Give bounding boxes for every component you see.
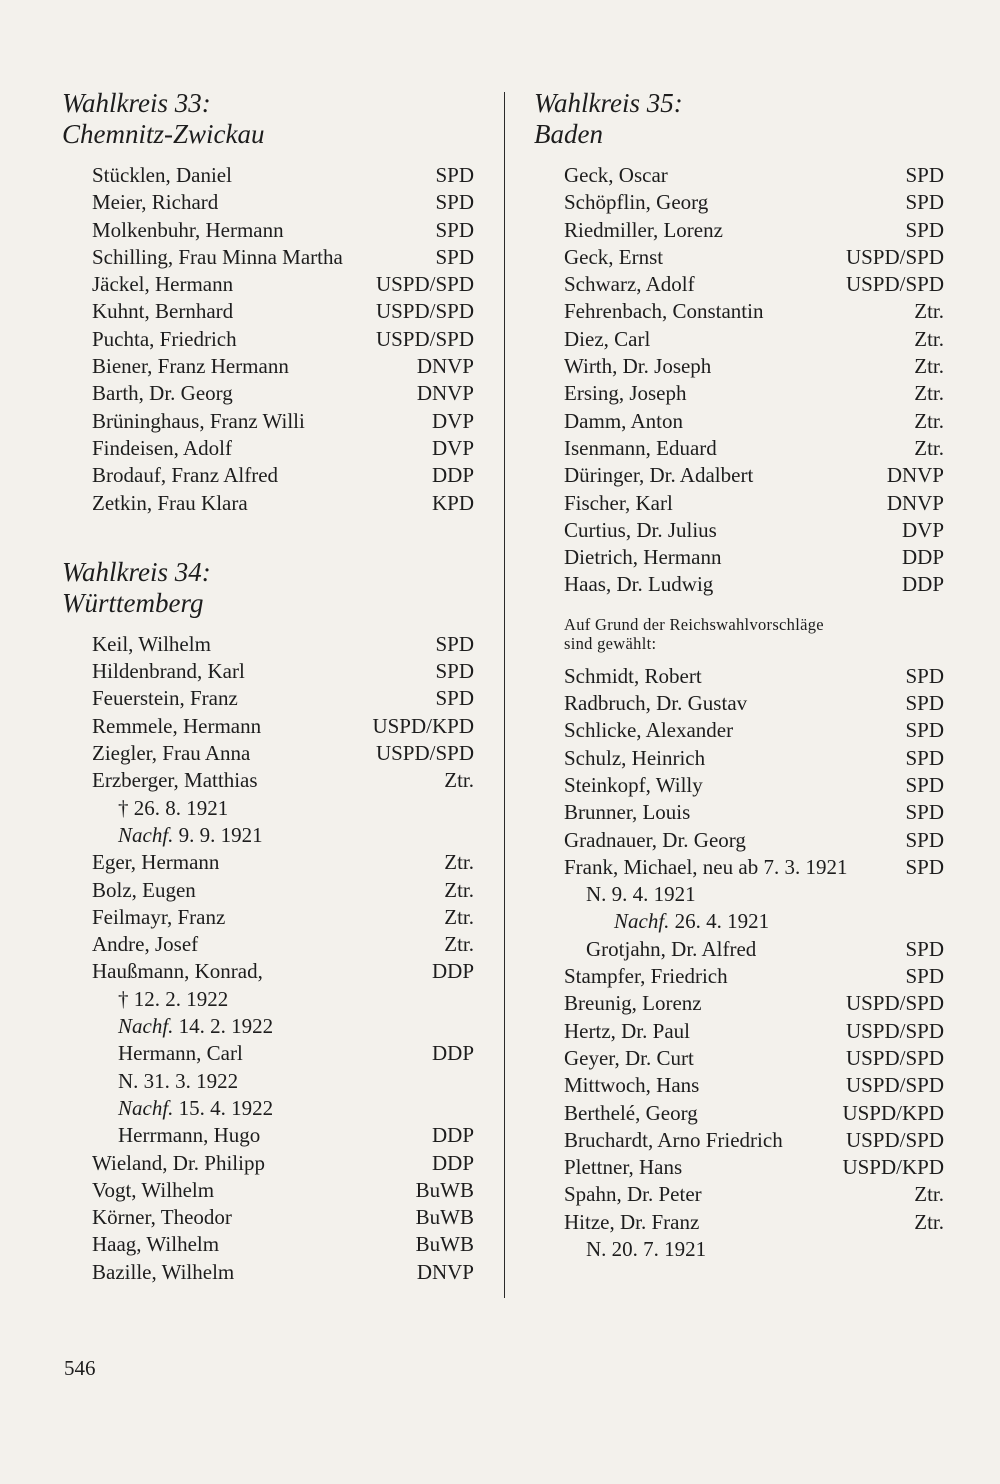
entry-name: Grotjahn, Dr. Alfred	[586, 936, 757, 961]
entry-name: Körner, Theodor	[92, 1205, 232, 1230]
reich-note-line: sind gewählt:	[564, 633, 657, 653]
list-item	[62, 490, 474, 517]
entry-name-rest: 9. 9. 1921	[173, 822, 263, 847]
section-heading: Wahlkreis 35:	[534, 88, 683, 118]
entry-name: Stücklen, Daniel	[92, 163, 232, 187]
entry-name: Jäckel, Hermann	[92, 272, 234, 297]
list-item	[62, 326, 474, 353]
list-item	[534, 380, 944, 407]
entry-name: Spahn, Dr. Peter	[564, 1182, 702, 1207]
entry-name: Keil, Wilhelm	[92, 631, 211, 656]
list-item	[62, 631, 474, 658]
entry-name: Puchta, Friedrich	[92, 326, 237, 351]
list-item	[62, 353, 474, 380]
entry-party: DDP	[431, 463, 474, 488]
entry-party: DNVP	[886, 463, 944, 488]
entry-name: † 12. 2. 1922	[118, 986, 229, 1011]
list-item	[62, 1177, 474, 1204]
list-item	[534, 963, 944, 990]
entry-party: Ztr.	[914, 408, 944, 433]
reich-note	[564, 615, 944, 653]
list-item	[534, 908, 944, 935]
entry-name: Gradnauer, Dr. Georg	[564, 827, 746, 852]
entry-name: Brüninghaus, Franz Willi	[92, 408, 305, 433]
list-item	[534, 435, 944, 462]
entry-party: Ztr.	[444, 932, 474, 957]
entry-name	[118, 822, 263, 849]
list-item	[62, 1122, 474, 1149]
entry-party: Ztr.	[914, 299, 944, 324]
entry-name: Ziegler, Frau Anna	[92, 741, 251, 766]
entry-name: Haußmann, Konrad,	[92, 959, 263, 984]
entry-party: Ztr.	[444, 768, 474, 793]
list-item	[62, 685, 474, 712]
entry-name: Kuhnt, Bernhard	[92, 299, 234, 324]
list-item	[534, 717, 944, 744]
entry-name: Findeisen, Adolf	[92, 435, 232, 460]
entry-party: USPD/SPD	[845, 1073, 944, 1098]
list-item	[62, 1068, 474, 1095]
list-item	[62, 1231, 474, 1258]
list-item	[534, 353, 944, 380]
section-subheading: Chemnitz-Zwickau	[62, 119, 265, 149]
entry-party: Ztr.	[444, 850, 474, 875]
entry-party: Ztr.	[914, 381, 944, 406]
entry-party: BuWB	[415, 1177, 474, 1202]
list-item	[534, 827, 944, 854]
entry-party: DNVP	[416, 354, 474, 379]
entry-name	[118, 1013, 273, 1040]
list-item	[534, 1127, 944, 1154]
entry-party: USPD/SPD	[375, 326, 474, 351]
entry-name: Radbruch, Dr. Gustav	[564, 691, 748, 716]
list-item	[534, 1236, 944, 1263]
entry-name: Mittwoch, Hans	[564, 1073, 700, 1098]
list-item	[534, 162, 944, 189]
entry-name-prefix: Nachf.	[118, 1014, 174, 1039]
list-item	[62, 217, 474, 244]
entry-party: DNVP	[416, 1259, 474, 1284]
list-item	[534, 1072, 944, 1099]
entry-name: Herrmann, Hugo	[118, 1123, 261, 1148]
entry-name: Fischer, Karl	[564, 490, 673, 515]
entry-party: DNVP	[416, 381, 474, 406]
list-item	[534, 772, 944, 799]
entry-name-rest: 14. 2. 1922	[173, 1014, 274, 1039]
entry-party: SPD	[905, 936, 944, 961]
spacer	[62, 150, 474, 162]
reich-note-line: Auf Grund der Reichswahlvorschläge	[564, 614, 824, 634]
entry-party: SPD	[905, 800, 944, 825]
entry-name: Steinkopf, Willy	[564, 772, 703, 797]
entry-name-prefix: Nachf.	[118, 1095, 174, 1120]
entry-name: Isenmann, Eduard	[564, 435, 717, 460]
entry-name: Hermann, Carl	[118, 1041, 243, 1066]
list-item	[62, 271, 474, 298]
entry-name: Breunig, Lorenz	[564, 991, 702, 1016]
entry-name-rest: 26. 4. 1921	[669, 909, 770, 934]
entry-party: USPD/SPD	[845, 272, 944, 297]
entry-name: Remmele, Hermann	[92, 713, 262, 738]
entry-party: DVP	[431, 435, 474, 460]
entry-party: SPD	[435, 244, 474, 269]
entry-party: USPD/SPD	[845, 1127, 944, 1152]
entry-party: SPD	[905, 854, 944, 879]
entry-party: SPD	[905, 663, 944, 688]
entry-name: Andre, Josef	[92, 932, 199, 957]
list-item	[534, 799, 944, 826]
entry-name: Plettner, Hans	[564, 1155, 683, 1180]
list-item	[62, 740, 474, 767]
entry-name: Frank, Michael, neu ab 7. 3. 1921	[564, 854, 848, 879]
entry-party: SPD	[905, 718, 944, 743]
list-item	[62, 1150, 474, 1177]
list-item	[534, 544, 944, 571]
entry-party: SPD	[435, 163, 474, 187]
entry-party: Ztr.	[444, 877, 474, 902]
entry-name-prefix: Nachf.	[614, 909, 670, 934]
entry-party: Ztr.	[444, 904, 474, 929]
entry-name: Haas, Dr. Ludwig	[564, 572, 714, 597]
entry-name: Curtius, Dr. Julius	[564, 517, 717, 542]
spacer	[534, 150, 944, 162]
list-item	[534, 1045, 944, 1072]
list-item	[62, 189, 474, 216]
entry-party: SPD	[905, 190, 944, 215]
entry-party: USPD/SPD	[375, 741, 474, 766]
list-item	[534, 1018, 944, 1045]
entry-party: Ztr.	[914, 1182, 944, 1207]
entry-name: Vogt, Wilhelm	[92, 1177, 215, 1202]
entry-name: Hildenbrand, Karl	[92, 659, 245, 684]
list-item	[534, 1100, 944, 1127]
list-item	[534, 571, 944, 598]
entry-name-prefix: Nachf.	[118, 822, 174, 847]
list-item	[534, 881, 944, 908]
list-item	[534, 462, 944, 489]
entry-name: Dietrich, Hermann	[564, 545, 722, 570]
list-item	[534, 189, 944, 216]
entry-party: SPD	[905, 217, 944, 242]
list-item	[534, 271, 944, 298]
entry-party: KPD	[431, 490, 474, 515]
list-item	[62, 1204, 474, 1231]
entry-name: Hitze, Dr. Franz	[564, 1209, 700, 1234]
list-item	[534, 298, 944, 325]
entry-name: Berthelé, Georg	[564, 1100, 698, 1125]
entry-name: Geck, Ernst	[564, 244, 664, 269]
list-item	[62, 435, 474, 462]
entry-name: Hertz, Dr. Paul	[564, 1018, 690, 1043]
entry-name: Bazille, Wilhelm	[92, 1259, 235, 1284]
entry-name: † 26. 8. 1921	[118, 795, 229, 820]
entry-name: Schwarz, Adolf	[564, 272, 695, 297]
entry-party: Ztr.	[914, 435, 944, 460]
list-item	[62, 1013, 474, 1040]
entry-name: Stampfer, Friedrich	[564, 964, 728, 989]
entry-name	[118, 1095, 273, 1122]
list-item	[534, 1209, 944, 1236]
list-item	[62, 795, 474, 822]
entry-name: Geyer, Dr. Curt	[564, 1045, 694, 1070]
list-item	[534, 990, 944, 1017]
section-heading: Wahlkreis 33:	[62, 88, 211, 118]
entry-name: Schöpflin, Georg	[564, 190, 709, 215]
entry-name: Zetkin, Frau Klara	[92, 490, 248, 515]
list-item	[534, 690, 944, 717]
spacer	[62, 517, 474, 557]
page-number: 546	[64, 1356, 96, 1380]
list-item	[62, 904, 474, 931]
entry-party: USPD/SPD	[845, 991, 944, 1016]
entry-name: Brodauf, Franz Alfred	[92, 463, 279, 488]
entry-party: BuWB	[415, 1205, 474, 1230]
entry-party: SPD	[435, 686, 474, 711]
entry-name: Brunner, Louis	[564, 800, 691, 825]
entry-party: DDP	[901, 572, 944, 597]
entry-party: DDP	[901, 545, 944, 570]
list-item	[62, 658, 474, 685]
entry-name: Schulz, Heinrich	[564, 745, 706, 770]
entry-name: Ersing, Joseph	[564, 381, 687, 406]
entry-name: Geck, Oscar	[564, 163, 668, 187]
entry-party: DDP	[431, 959, 474, 984]
list-item	[534, 244, 944, 271]
entry-party: Ztr.	[914, 354, 944, 379]
list-item	[62, 1040, 474, 1067]
entry-party: USPD/KPD	[372, 713, 474, 738]
column-divider	[504, 92, 505, 1298]
left-column	[62, 88, 474, 1286]
entry-name: Schlicke, Alexander	[564, 718, 734, 743]
entry-party: Ztr.	[914, 1209, 944, 1234]
entry-party: SPD	[905, 964, 944, 989]
entry-party: SPD	[435, 631, 474, 656]
list-item	[62, 244, 474, 271]
entry-name: N. 31. 3. 1922	[118, 1068, 239, 1093]
list-item	[62, 986, 474, 1013]
list-item	[534, 745, 944, 772]
entry-name: Feilmayr, Franz	[92, 904, 226, 929]
list-item	[534, 490, 944, 517]
list-item	[62, 931, 474, 958]
entry-party: SPD	[905, 772, 944, 797]
list-item	[534, 936, 944, 963]
entry-name: Fehrenbach, Constantin	[564, 299, 764, 324]
entry-party: SPD	[435, 217, 474, 242]
entry-party: USPD/SPD	[845, 244, 944, 269]
right-column	[534, 88, 944, 1263]
entry-name: Wieland, Dr. Philipp	[92, 1150, 265, 1175]
entry-name: Düringer, Dr. Adalbert	[564, 463, 754, 488]
list-item	[534, 663, 944, 690]
entry-party: USPD/SPD	[375, 272, 474, 297]
list-item	[62, 162, 474, 189]
list-item	[534, 326, 944, 353]
list-item	[534, 1154, 944, 1181]
list-item	[62, 877, 474, 904]
entry-name: Haag, Wilhelm	[92, 1232, 220, 1257]
entry-party: SPD	[435, 659, 474, 684]
entry-party: DDP	[431, 1123, 474, 1148]
entry-party: DNVP	[886, 490, 944, 515]
entry-name: Schilling, Frau Minna Martha	[92, 244, 343, 269]
list-item	[62, 1095, 474, 1122]
entry-party: BuWB	[415, 1232, 474, 1257]
entry-party: DDP	[431, 1041, 474, 1066]
list-item	[62, 822, 474, 849]
list-item	[62, 462, 474, 489]
list-item	[62, 298, 474, 325]
entry-party: USPD/SPD	[845, 1018, 944, 1043]
entry-party: DVP	[901, 517, 944, 542]
list-item	[534, 217, 944, 244]
entry-name: Diez, Carl	[564, 326, 651, 351]
entry-name: Barth, Dr. Georg	[92, 381, 233, 406]
list-item	[62, 713, 474, 740]
entry-party: USPD/KPD	[842, 1100, 944, 1125]
entry-name: Riedmiller, Lorenz	[564, 217, 723, 242]
list-item	[62, 767, 474, 794]
section-subheading: Baden	[534, 119, 603, 149]
list-item	[62, 849, 474, 876]
entry-party: SPD	[905, 163, 944, 187]
list-item	[62, 1259, 474, 1286]
entry-party: DDP	[431, 1150, 474, 1175]
list-item	[534, 517, 944, 544]
section-subheading: Württemberg	[62, 587, 204, 618]
entry-name: Schmidt, Robert	[564, 663, 702, 688]
entry-party: SPD	[905, 691, 944, 716]
list-item	[62, 380, 474, 407]
list-item	[534, 854, 944, 881]
list-item	[62, 408, 474, 435]
entry-name: Bruchardt, Arno Friedrich	[564, 1127, 783, 1152]
entry-party: Ztr.	[914, 326, 944, 351]
entry-name: Eger, Hermann	[92, 850, 220, 875]
entry-party: SPD	[905, 745, 944, 770]
spacer	[62, 619, 474, 631]
entry-party: USPD/SPD	[375, 299, 474, 324]
entry-party: USPD/SPD	[845, 1045, 944, 1070]
entry-name: Erzberger, Matthias	[92, 768, 258, 793]
list-item	[534, 408, 944, 435]
entry-name: Damm, Anton	[564, 408, 683, 433]
entry-name: N. 9. 4. 1921	[586, 882, 696, 907]
list-item	[62, 958, 474, 985]
entry-party: SPD	[435, 190, 474, 215]
entry-party: SPD	[905, 827, 944, 852]
entry-party: USPD/KPD	[842, 1155, 944, 1180]
entry-name: Molkenbuhr, Hermann	[92, 217, 284, 242]
entry-name-rest: 15. 4. 1922	[173, 1095, 274, 1120]
list-item	[534, 1181, 944, 1208]
entry-name: Biener, Franz Hermann	[92, 354, 289, 379]
section-heading: Wahlkreis 34:	[62, 556, 211, 587]
entry-name	[614, 908, 769, 935]
entry-name: Wirth, Dr. Joseph	[564, 354, 712, 379]
entry-name: Feuerstein, Franz	[92, 686, 238, 711]
entry-name: Meier, Richard	[92, 190, 219, 215]
entry-name: Bolz, Eugen	[92, 877, 196, 902]
entry-name: N. 20. 7. 1921	[586, 1236, 707, 1261]
entry-party: DVP	[431, 408, 474, 433]
